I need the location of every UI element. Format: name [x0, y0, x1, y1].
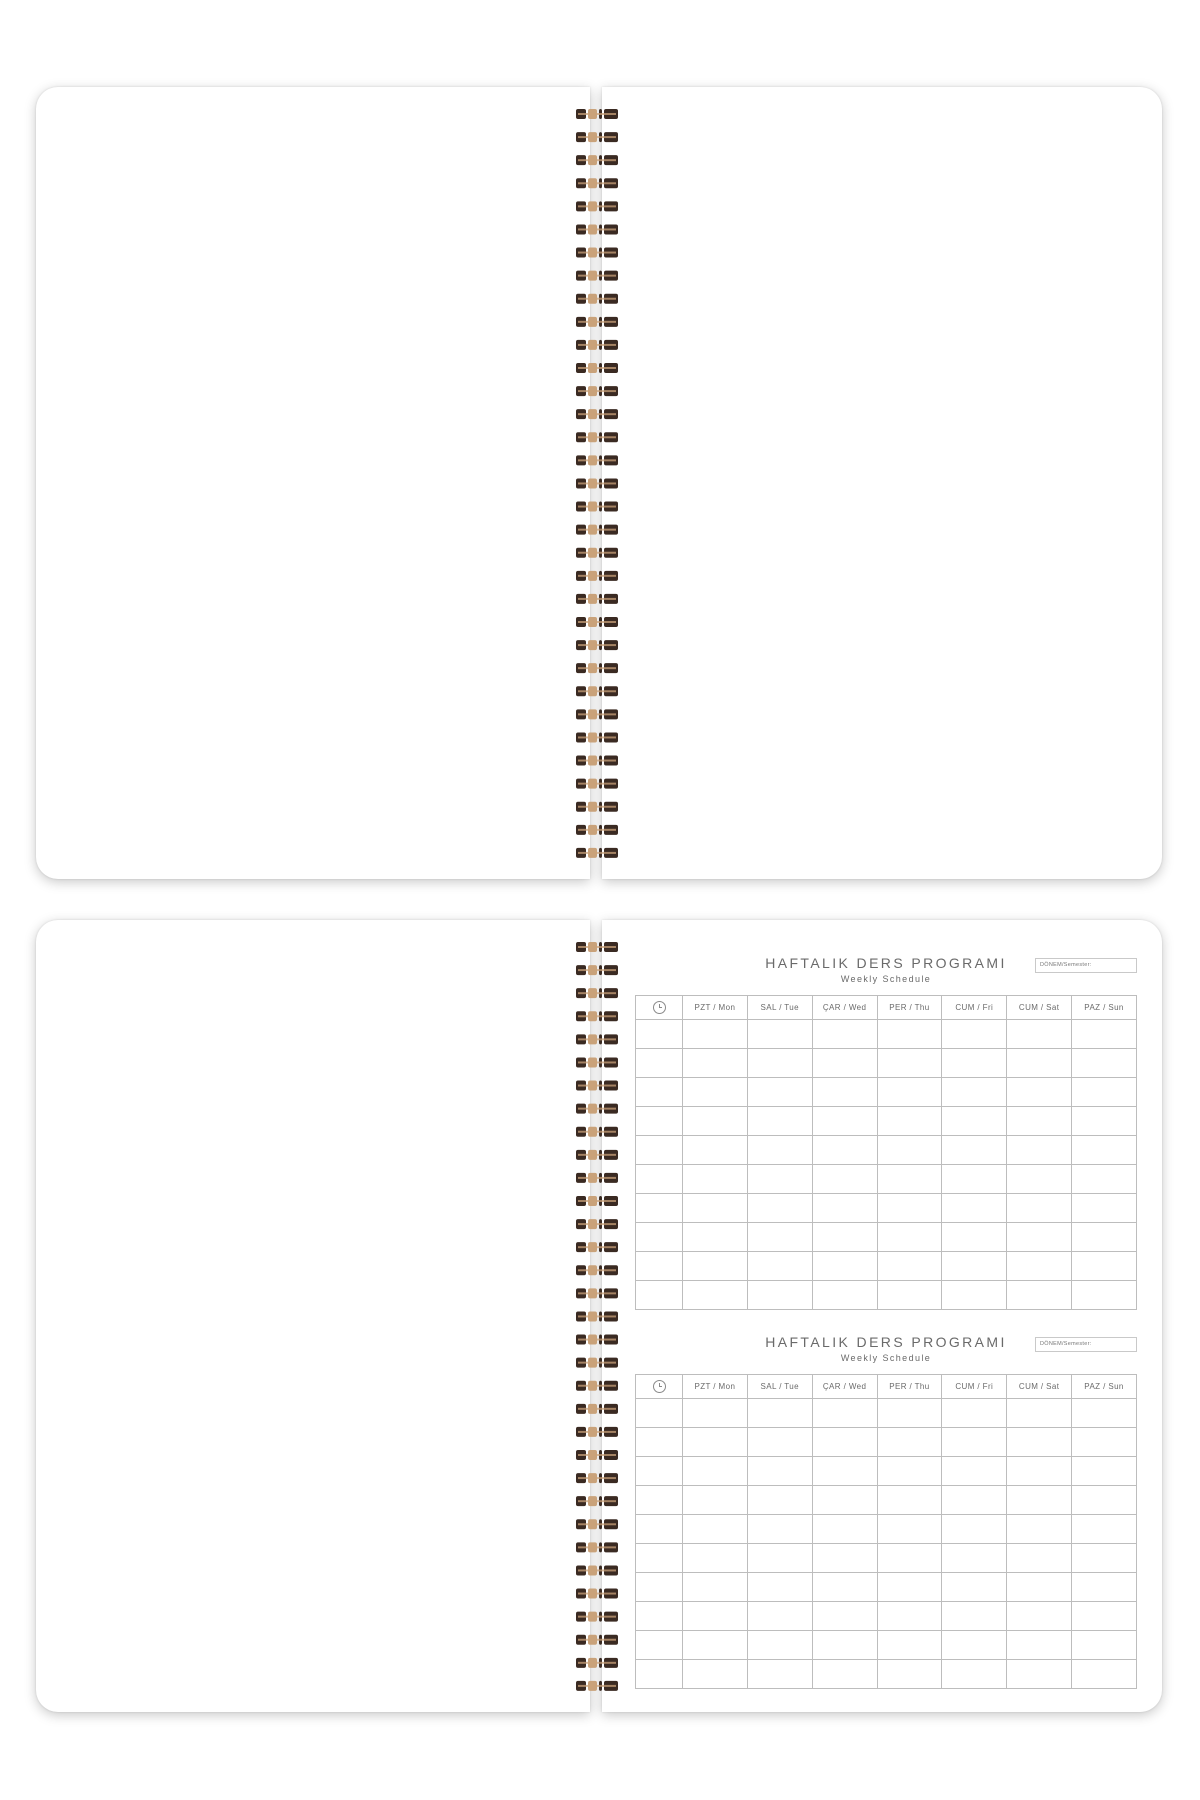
schedule-title: HAFTALIK DERS PROGRAMI: [765, 1334, 1007, 1350]
schedule-cell[interactable]: [942, 1602, 1007, 1631]
schedule-cell[interactable]: [877, 1136, 942, 1165]
schedule-row: [636, 1486, 1137, 1515]
time-cell[interactable]: [636, 1602, 683, 1631]
day-header: ÇAR / Wed: [812, 1375, 877, 1399]
schedule-cell[interactable]: [747, 1020, 812, 1049]
schedule-cell[interactable]: [942, 1252, 1007, 1281]
schedule-row: [636, 1223, 1137, 1252]
day-header: CUM / Sat: [1007, 1375, 1072, 1399]
schedule-cell[interactable]: [942, 1631, 1007, 1660]
schedule-cell[interactable]: [747, 1252, 812, 1281]
day-header: PZT / Mon: [683, 996, 748, 1020]
schedule-row: [636, 1660, 1137, 1689]
time-cell[interactable]: [636, 1107, 683, 1136]
schedule-cell[interactable]: [683, 1020, 748, 1049]
schedule-cell[interactable]: [812, 1399, 877, 1428]
schedule-cell[interactable]: [1007, 1281, 1072, 1310]
schedule-cell[interactable]: [747, 1544, 812, 1573]
schedule-cell[interactable]: [1072, 1049, 1137, 1078]
day-header: PAZ / Sun: [1072, 1375, 1137, 1399]
schedule-cell[interactable]: [812, 1020, 877, 1049]
schedule-cell[interactable]: [812, 1631, 877, 1660]
time-cell[interactable]: [636, 1660, 683, 1689]
schedule-cell[interactable]: [747, 1457, 812, 1486]
day-header: PZT / Mon: [683, 1375, 748, 1399]
schedule-cell[interactable]: [1007, 1078, 1072, 1107]
weekly-schedule: [635, 1334, 1137, 1655]
schedule-cell[interactable]: [812, 1602, 877, 1631]
schedule-cell[interactable]: [1007, 1660, 1072, 1689]
schedule-cell[interactable]: [683, 1544, 748, 1573]
schedule-cell[interactable]: [812, 1428, 877, 1457]
schedule-cell[interactable]: [747, 1573, 812, 1602]
time-cell[interactable]: [636, 1049, 683, 1078]
schedule-cell[interactable]: [942, 1544, 1007, 1573]
schedule-cell[interactable]: [1007, 1223, 1072, 1252]
schedule-header-row: [636, 996, 1137, 1020]
schedule-cell[interactable]: [1007, 1573, 1072, 1602]
schedule-cell[interactable]: [1072, 1544, 1137, 1573]
schedule-cell[interactable]: [1072, 1399, 1137, 1428]
schedule-cell[interactable]: [747, 1602, 812, 1631]
time-cell[interactable]: [636, 1194, 683, 1223]
schedule-cell[interactable]: [1007, 1020, 1072, 1049]
schedule-cell[interactable]: [683, 1049, 748, 1078]
schedule-cell[interactable]: [812, 1544, 877, 1573]
schedule-cell[interactable]: [812, 1223, 877, 1252]
schedule-cell[interactable]: [1072, 1020, 1137, 1049]
time-cell[interactable]: [636, 1515, 683, 1544]
day-header: PAZ / Sun: [1072, 996, 1137, 1020]
time-cell[interactable]: [636, 1457, 683, 1486]
schedule-cell[interactable]: [747, 1399, 812, 1428]
schedule-cell[interactable]: [942, 1660, 1007, 1689]
schedule-cell[interactable]: [1007, 1428, 1072, 1457]
time-cell[interactable]: [636, 1020, 683, 1049]
schedule-grid: [635, 995, 1137, 1310]
schedule-cell[interactable]: [683, 1194, 748, 1223]
weekly-schedule: [635, 955, 1137, 1276]
schedule-cell[interactable]: [812, 1165, 877, 1194]
schedule-cell[interactable]: [683, 1573, 748, 1602]
schedule-cell[interactable]: [877, 1428, 942, 1457]
clock-icon: [653, 1001, 666, 1014]
schedule-title: HAFTALIK DERS PROGRAMI: [765, 955, 1007, 971]
schedule-cell[interactable]: [1072, 1107, 1137, 1136]
day-header: CUM / Fri: [942, 1375, 1007, 1399]
time-cell[interactable]: [636, 1573, 683, 1602]
schedule-cell[interactable]: [683, 1107, 748, 1136]
schedule-row: [636, 1428, 1137, 1457]
schedule-cell[interactable]: [747, 1049, 812, 1078]
schedule-cell[interactable]: [877, 1049, 942, 1078]
day-header: ÇAR / Wed: [812, 996, 877, 1020]
schedule-cell[interactable]: [942, 1020, 1007, 1049]
schedule-cell[interactable]: [683, 1602, 748, 1631]
schedule-cell[interactable]: [877, 1602, 942, 1631]
day-header: PER / Thu: [877, 1375, 942, 1399]
schedule-cell[interactable]: [1072, 1428, 1137, 1457]
schedule-cell[interactable]: [942, 1486, 1007, 1515]
schedule-cell[interactable]: [747, 1165, 812, 1194]
schedule-row: [636, 1252, 1137, 1281]
schedule-cell[interactable]: [683, 1457, 748, 1486]
schedule-row: [636, 1078, 1137, 1107]
schedule-row: [636, 1631, 1137, 1660]
time-cell[interactable]: [636, 1281, 683, 1310]
schedule-cell[interactable]: [747, 1281, 812, 1310]
schedule-cell[interactable]: [747, 1194, 812, 1223]
schedule-cell[interactable]: [812, 1136, 877, 1165]
schedule-cell[interactable]: [1007, 1049, 1072, 1078]
day-header: PER / Thu: [877, 996, 942, 1020]
time-cell[interactable]: [636, 1136, 683, 1165]
schedule-cell[interactable]: [1007, 1515, 1072, 1544]
schedule-cell[interactable]: [1007, 1165, 1072, 1194]
time-cell[interactable]: [636, 1428, 683, 1457]
schedule-row: [636, 1515, 1137, 1544]
schedule-row: [636, 1281, 1137, 1310]
schedule-row: [636, 1136, 1137, 1165]
notebook-spread-top: [36, 87, 1162, 879]
schedule-cell[interactable]: [1072, 1165, 1137, 1194]
day-header: CUM / Fri: [942, 996, 1007, 1020]
schedule-cell[interactable]: [812, 1078, 877, 1107]
schedule-cell[interactable]: [1072, 1194, 1137, 1223]
schedule-cell[interactable]: [877, 1223, 942, 1252]
left-page-blank: [36, 920, 590, 1712]
schedule-row: [636, 1399, 1137, 1428]
schedule-cell[interactable]: [942, 1573, 1007, 1602]
schedule-cell[interactable]: [942, 1107, 1007, 1136]
time-cell[interactable]: [636, 1078, 683, 1107]
schedule-cell[interactable]: [747, 1078, 812, 1107]
right-page-blank: [602, 87, 1162, 879]
schedule-cell[interactable]: [877, 1544, 942, 1573]
schedule-cell[interactable]: [1072, 1660, 1137, 1689]
schedule-cell[interactable]: [877, 1486, 942, 1515]
schedule-cell[interactable]: [942, 1281, 1007, 1310]
time-cell[interactable]: [636, 1399, 683, 1428]
schedule-row: [636, 1165, 1137, 1194]
time-cell[interactable]: [636, 1223, 683, 1252]
schedule-cell[interactable]: [1072, 1602, 1137, 1631]
day-header: CUM / Sat: [1007, 996, 1072, 1020]
schedule-cell[interactable]: [877, 1399, 942, 1428]
schedule-cell[interactable]: [1072, 1078, 1137, 1107]
schedule-cell[interactable]: [683, 1252, 748, 1281]
schedule-cell[interactable]: [683, 1165, 748, 1194]
schedule-cell[interactable]: [1007, 1602, 1072, 1631]
schedule-cell[interactable]: [683, 1078, 748, 1107]
schedule-subtitle: Weekly Schedule: [840, 1353, 932, 1363]
time-cell[interactable]: [636, 1165, 683, 1194]
schedule-cell[interactable]: [1072, 1631, 1137, 1660]
schedule-cell[interactable]: [1007, 1252, 1072, 1281]
schedule-cell[interactable]: [683, 1428, 748, 1457]
schedule-cell[interactable]: [877, 1165, 942, 1194]
schedule-cell[interactable]: [1007, 1399, 1072, 1428]
schedule-cell[interactable]: [747, 1515, 812, 1544]
schedule-cell[interactable]: [877, 1515, 942, 1544]
day-header: SAL / Tue: [747, 996, 812, 1020]
schedule-cell[interactable]: [747, 1428, 812, 1457]
schedule-cell[interactable]: [942, 1223, 1007, 1252]
schedule-cell[interactable]: [812, 1194, 877, 1223]
schedule-cell[interactable]: [1072, 1252, 1137, 1281]
schedule-cell[interactable]: [683, 1515, 748, 1544]
schedule-header-row: [636, 1375, 1137, 1399]
schedule-cell[interactable]: [877, 1078, 942, 1107]
schedule-cell[interactable]: [683, 1486, 748, 1515]
schedule-cell[interactable]: [877, 1660, 942, 1689]
schedule-cell[interactable]: [747, 1136, 812, 1165]
time-column-header: [636, 996, 683, 1020]
schedule-cell[interactable]: [683, 1223, 748, 1252]
schedule-cell[interactable]: [683, 1631, 748, 1660]
schedule-cell[interactable]: [942, 1049, 1007, 1078]
schedule-cell[interactable]: [877, 1631, 942, 1660]
schedule-cell[interactable]: [1072, 1457, 1137, 1486]
schedule-cell[interactable]: [942, 1194, 1007, 1223]
schedule-cell[interactable]: [683, 1136, 748, 1165]
schedule-cell[interactable]: [812, 1281, 877, 1310]
schedule-cell[interactable]: [877, 1573, 942, 1602]
schedule-cell[interactable]: [1007, 1486, 1072, 1515]
schedule-cell[interactable]: [683, 1399, 748, 1428]
schedule-cell[interactable]: [812, 1049, 877, 1078]
schedule-cell[interactable]: [1007, 1136, 1072, 1165]
schedule-cell[interactable]: [747, 1660, 812, 1689]
schedule-row: [636, 1544, 1137, 1573]
schedule-cell[interactable]: [812, 1252, 877, 1281]
time-column-header: [636, 1375, 683, 1399]
schedule-cell[interactable]: [942, 1399, 1007, 1428]
schedule-subtitle: Weekly Schedule: [840, 974, 932, 984]
schedule-cell[interactable]: [877, 1020, 942, 1049]
schedule-cell[interactable]: [942, 1078, 1007, 1107]
schedule-cell[interactable]: [877, 1252, 942, 1281]
time-cell[interactable]: [636, 1544, 683, 1573]
schedule-cell[interactable]: [812, 1107, 877, 1136]
schedule-cell[interactable]: [877, 1457, 942, 1486]
time-cell[interactable]: [636, 1486, 683, 1515]
time-cell[interactable]: [636, 1252, 683, 1281]
schedule-row: [636, 1049, 1137, 1078]
schedule-row: [636, 1194, 1137, 1223]
schedule-cell[interactable]: [877, 1194, 942, 1223]
time-cell[interactable]: [636, 1631, 683, 1660]
schedule-cell[interactable]: [1007, 1544, 1072, 1573]
schedule-cell[interactable]: [683, 1281, 748, 1310]
schedule-cell[interactable]: [942, 1457, 1007, 1486]
schedule-cell[interactable]: [1007, 1457, 1072, 1486]
schedule-cell[interactable]: [812, 1515, 877, 1544]
schedule-cell[interactable]: [1007, 1631, 1072, 1660]
schedule-row: [636, 1602, 1137, 1631]
schedule-cell[interactable]: [812, 1486, 877, 1515]
schedule-row: [636, 1020, 1137, 1049]
schedule-cell[interactable]: [747, 1107, 812, 1136]
schedule-cell[interactable]: [1072, 1223, 1137, 1252]
schedule-cell[interactable]: [1007, 1107, 1072, 1136]
schedule-cell[interactable]: [747, 1486, 812, 1515]
schedule-row: [636, 1107, 1137, 1136]
schedule-cell[interactable]: [1072, 1573, 1137, 1602]
schedule-cell[interactable]: [877, 1107, 942, 1136]
schedule-cell[interactable]: [877, 1281, 942, 1310]
schedule-grid: [635, 1374, 1137, 1689]
schedule-cell[interactable]: [683, 1660, 748, 1689]
semester-field[interactable]: DÖNEM/Semester:: [1035, 958, 1137, 973]
schedule-cell[interactable]: [1072, 1281, 1137, 1310]
schedule-cell[interactable]: [812, 1660, 877, 1689]
schedule-row: [636, 1457, 1137, 1486]
schedule-cell[interactable]: [812, 1573, 877, 1602]
schedule-cell[interactable]: [1072, 1136, 1137, 1165]
schedule-cell[interactable]: [747, 1223, 812, 1252]
semester-field[interactable]: DÖNEM/Semester:: [1035, 1337, 1137, 1352]
left-page-blank: [36, 87, 590, 879]
schedule-cell[interactable]: [1072, 1486, 1137, 1515]
schedule-cell[interactable]: [942, 1515, 1007, 1544]
schedule-row: [636, 1573, 1137, 1602]
clock-icon: [653, 1380, 666, 1393]
schedule-cell[interactable]: [1007, 1194, 1072, 1223]
schedule-cell[interactable]: [942, 1165, 1007, 1194]
schedule-cell[interactable]: [942, 1136, 1007, 1165]
day-header: SAL / Tue: [747, 1375, 812, 1399]
notebook-spread-bottom: [36, 920, 1162, 1712]
schedule-cell[interactable]: [812, 1457, 877, 1486]
schedule-cell[interactable]: [1072, 1515, 1137, 1544]
schedule-cell[interactable]: [747, 1631, 812, 1660]
schedule-cell[interactable]: [942, 1428, 1007, 1457]
